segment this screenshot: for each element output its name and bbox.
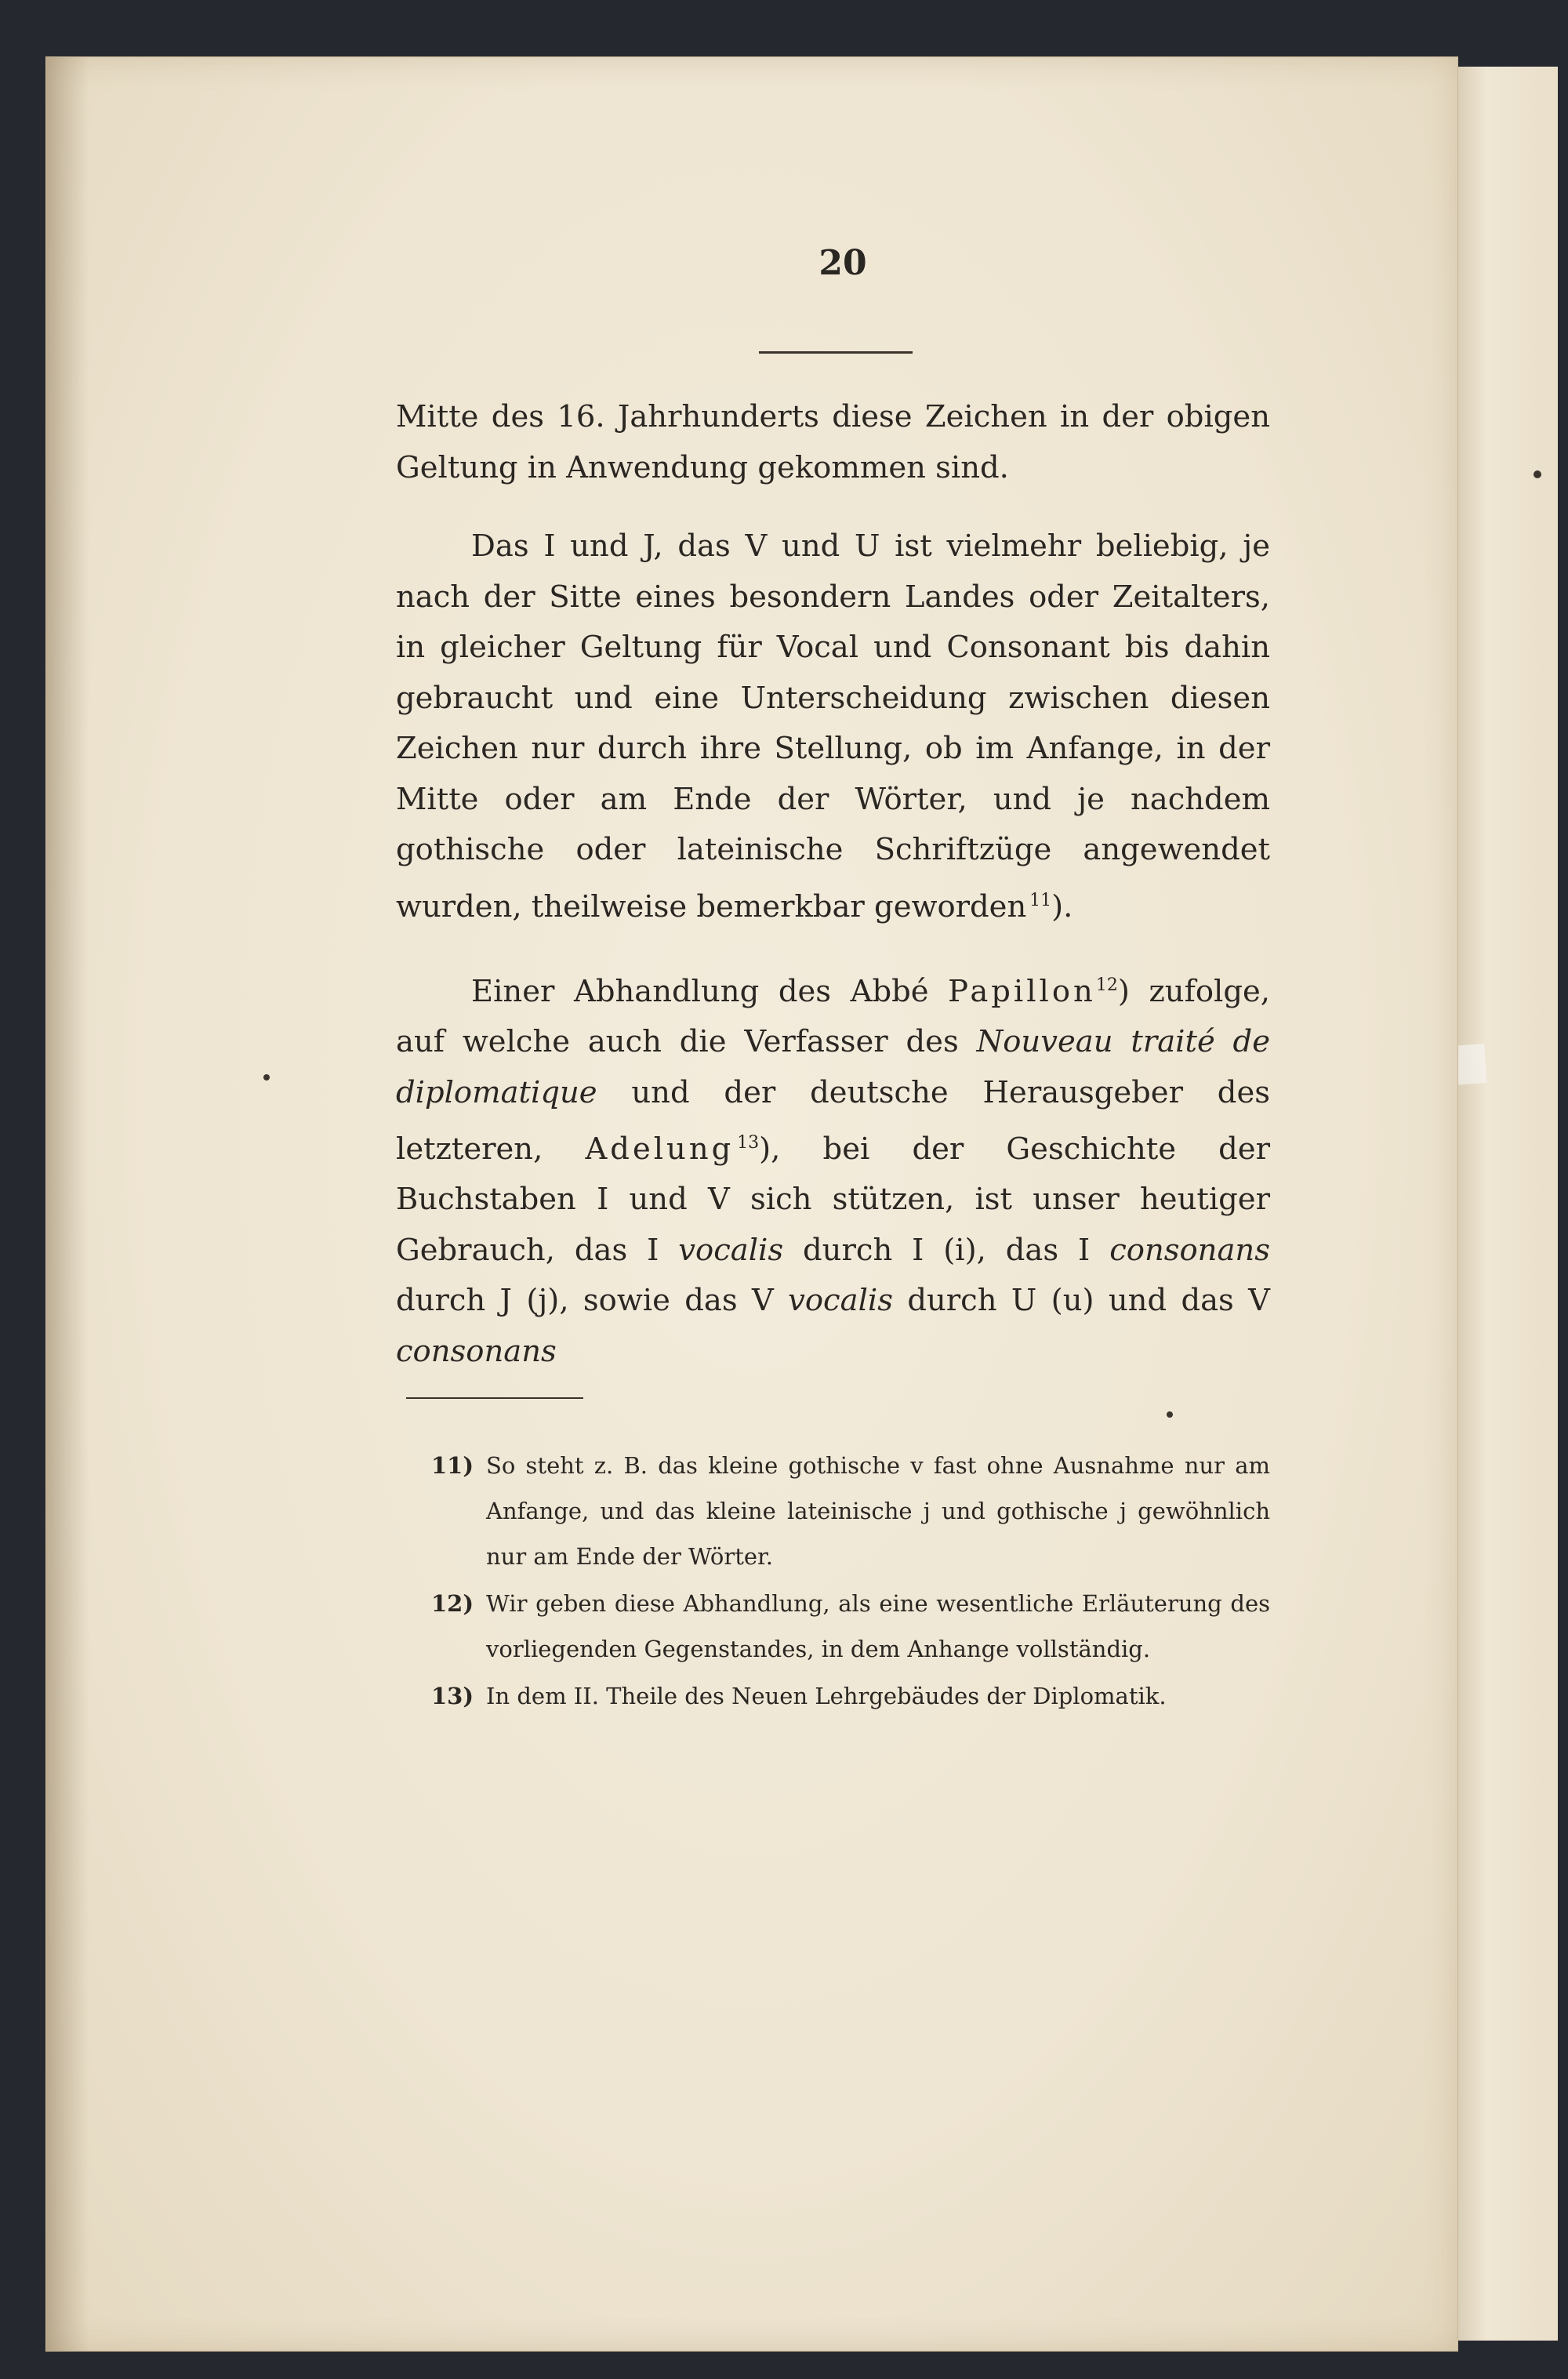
- footnote-13: 13) In dem II. Theile des Neuen Lehrgebäudes der Diplomatik.: [431, 1683, 1167, 1709]
- name-adelung: Adelung: [585, 1131, 735, 1167]
- next-page-edge: [1454, 67, 1558, 2341]
- footnote-rule: [406, 1397, 583, 1399]
- name-papillon: Papillon: [948, 973, 1096, 1009]
- footnote-11: 11) So steht z. B. das kleine gothische v fast ohne Ausnahme nur am Anfange, und das kleine lateinische j und gothische j gewöhnlich nur am Ende der Wörter.: [431, 1452, 1270, 1570]
- footnote-ref-11: 11: [1029, 890, 1052, 910]
- title-nouveau-traite: Nouveau traité de diplomatique: [396, 1024, 1270, 1110]
- footnote-12: 12) Wir geben diese Abhandlung, als eine wesentliche Erläuterung des vorliegenden Gegenstandes, in dem Anhange vollständig.: [431, 1590, 1270, 1662]
- footnotes: [431, 1443, 1270, 1720]
- footnote-ref-13: 13: [737, 1133, 760, 1153]
- ink-spot: [1167, 1411, 1173, 1418]
- page-number: 20: [818, 243, 867, 283]
- paragraph-i-j-v-u: Das I und J, das V und U ist vielmehr beliebig, je nach der Sitte eines besondern Landes oder Zeitalters, in gleicher Geltung für Vocal und Consonant bis dahin gebraucht und eine Unterscheidung zwischen diesen Zeichen nur durch ihre Stellung, ob im Anfange, in der Mitte oder am Ende der Wörter, und je nachdem gothische oder lateinische Schriftzüge angewendet wurden, theilweise bemerkbar geworden $^{11}$).: [396, 528, 1270, 924]
- page-number-rule: [759, 351, 913, 354]
- footnote-ref-12: 12: [1095, 975, 1118, 995]
- ink-spot: [263, 1074, 270, 1081]
- ink-spot: [1534, 470, 1541, 478]
- paragraph-continuation: Mitte des 16. Jahrhunderts diese Zeichen in der obigen Geltung in Anwendung gekommen sind.: [396, 399, 1270, 485]
- main-text: [396, 392, 1270, 1377]
- spine-shadow: [46, 57, 89, 2351]
- paragraph-abhandlung: Einer Abhandlung des Abbé Papillon$^{12}$) zufolge, auf welche auch die Verfasser des Nouveau traité de diplomatique und der deutsche Herausgeber des letzteren, Adelung $^{13}$), bei der Geschichte der Buchstaben I und V sich stützen, ist unser heutiger Gebrauch, das I vocalis durch I (i), das I consonans durch J (j), sowie das V vocalis durch U (u) und das V consonans: [396, 973, 1270, 1369]
